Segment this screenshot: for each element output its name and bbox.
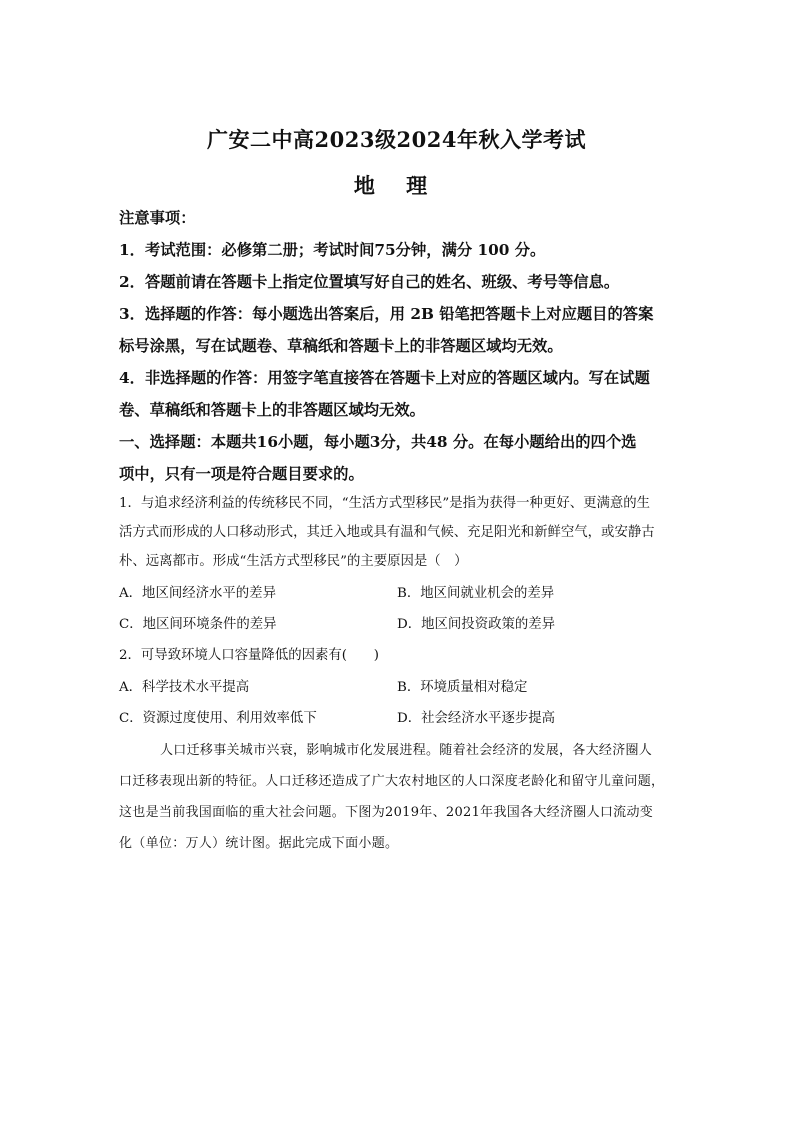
notice-item: 2．答题前请在答题卡上指定位置填写好自己的姓名、班级、考号等信息。 (119, 273, 620, 291)
question-1-stem: 朴、远离都市。形成“生活方式型移民”的主要原因是（ ） (119, 554, 468, 569)
notice-item: 卷、草稿纸和答题卡上的非答题区域均无效。 (119, 401, 425, 419)
exam-title: 广安二中高2023级2024年秋入学考试 (207, 127, 586, 152)
question-1-stem: 活方式而形成的人口移动形式，其迁入地或具有温和气候、充足阳光和新鲜空气，或安静古 (119, 525, 655, 540)
notice-item: 1．考试范围：必修第二册；考试时间75分钟，满分 100 分。 (119, 241, 546, 259)
passage-line: 口迁移表现出新的特征。人口迁移还造成了广大农村地区的人口深度老龄化和留守儿童问题， (119, 774, 665, 789)
notice-item: 标号涂黑，写在试题卷、草稿纸和答题卡上的非答题区域均无效。 (119, 337, 563, 355)
notice-item: 3．选择题的作答：每小题选出答案后，用 2B 铅笔把答题卡上对应题目的答案 (119, 305, 654, 323)
exam-subject: 地 理 (353, 173, 440, 198)
question-2-option-c: C．资源过度使用、利用效率低下 (119, 711, 317, 726)
question-1-option-c: C．地区间环境条件的差异 (119, 617, 277, 632)
question-2-option-d: D．社会经济水平逐步提高 (397, 711, 556, 726)
question-1-option-b: B．地区间就业机会的差异 (397, 586, 555, 601)
question-2-option-a: A．科学技术水平提高 (119, 680, 250, 695)
notice-item: 4．非选择题的作答：用签字笔直接答在答题卡上对应的答题区域内。写在试题 (119, 369, 650, 387)
passage-line: 这也是当前我国面临的重大社会问题。下图为2019年、2021年我国各大经济圈人口流动变 (119, 805, 654, 820)
question-1-option-d: D．地区间投资政策的差异 (397, 617, 556, 632)
passage-line: 人口迁移事关城市兴衰，影响城市化发展进程。随着社会经济的发展，各大经济圈人 (160, 743, 653, 758)
section-heading: 一、选择题：本题共16小题，每小题3分，共48 分。在每小题给出的四个选 (119, 433, 637, 451)
question-2-stem: 2．可导致环境人口容量降低的因素有( ) (119, 648, 379, 663)
question-2-option-b: B．环境质量相对稳定 (397, 680, 528, 695)
section-heading: 项中，只有一项是符合题目要求的。 (119, 465, 364, 483)
notice-heading: 注意事项： (119, 209, 196, 227)
passage-line: 化（单位：万人）统计图。据此完成下面小题。 (119, 836, 399, 851)
question-1-stem: 1．与追求经济利益的传统移民不同，“生活方式型移民”是指为获得一种更好、更满意的生 (119, 496, 651, 511)
question-1-option-a: A．地区间经济水平的差异 (119, 586, 276, 601)
